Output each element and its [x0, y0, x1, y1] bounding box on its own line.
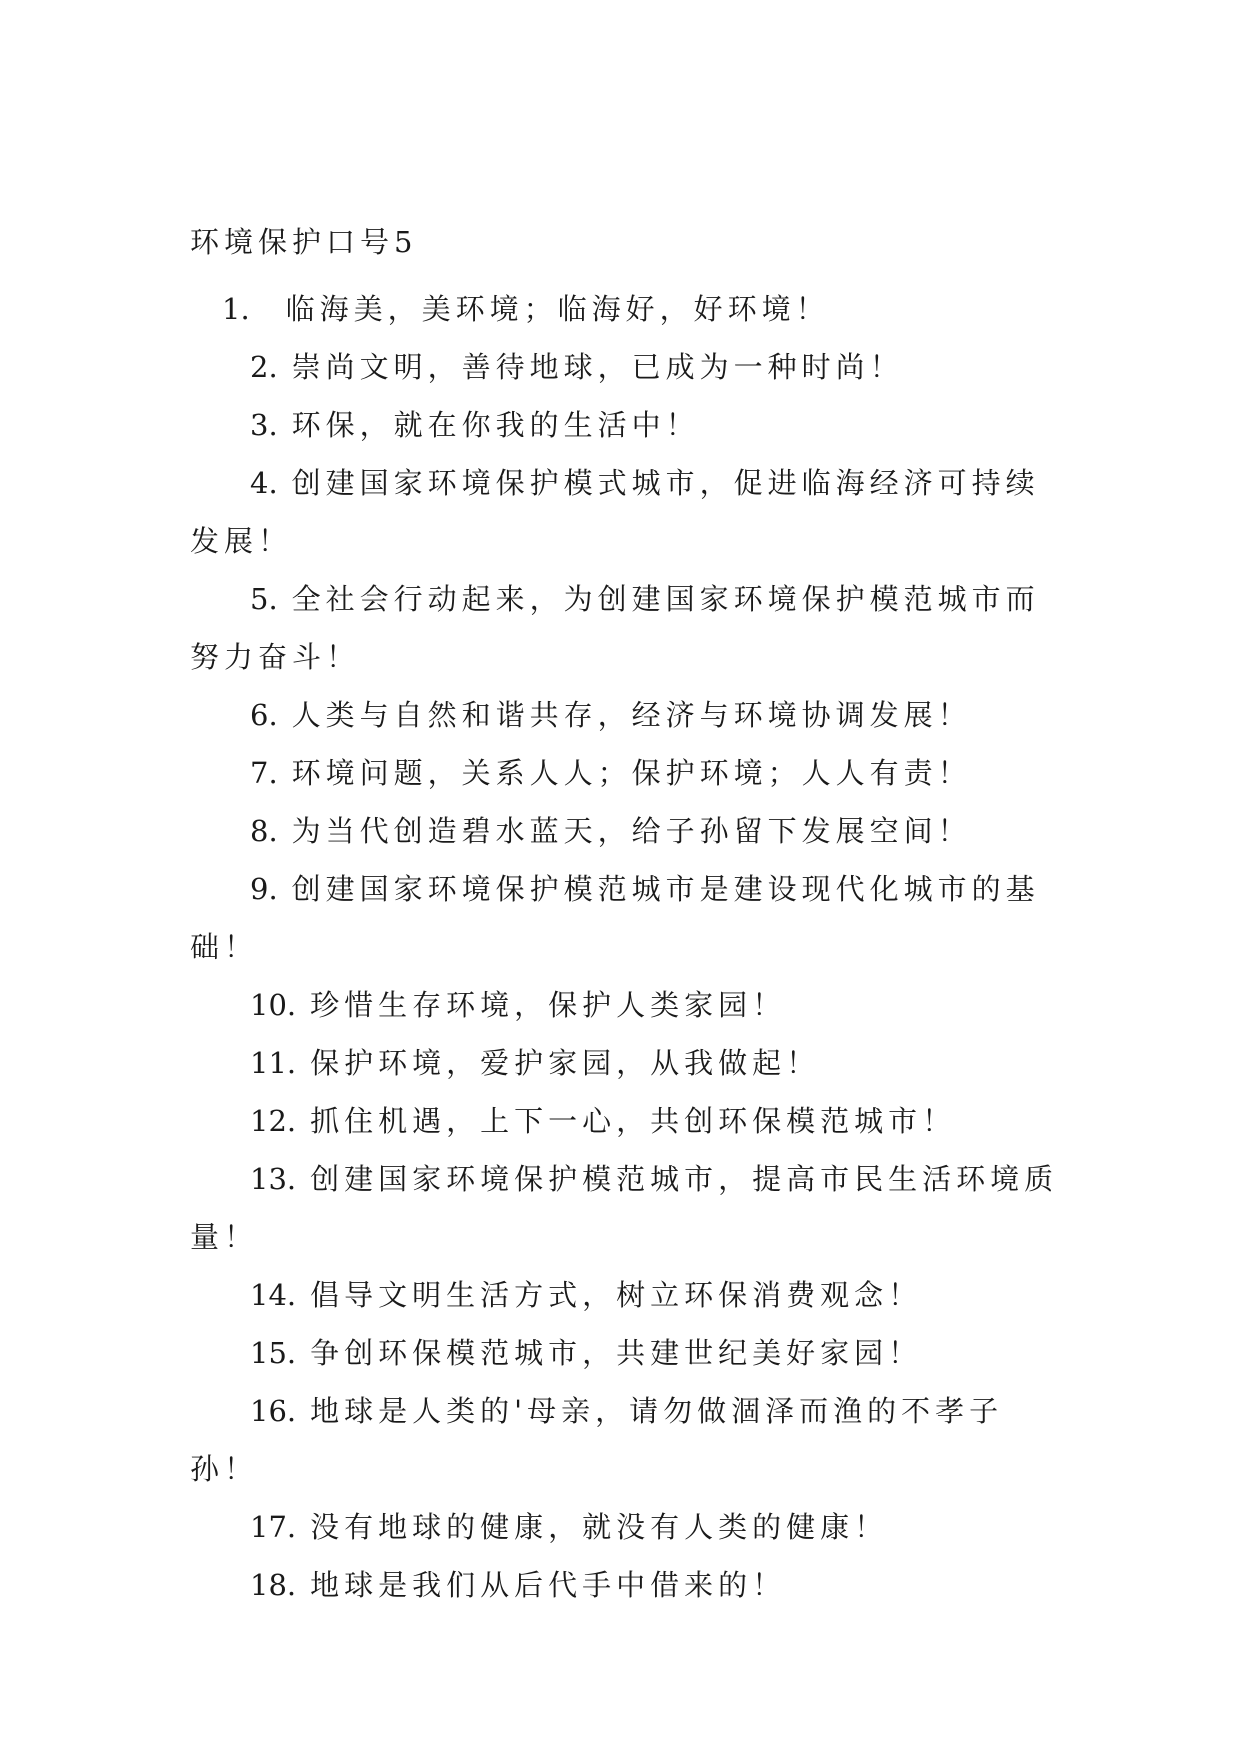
- list-item-number: 6.: [250, 698, 278, 732]
- list-item-number: 4.: [250, 466, 278, 500]
- list-item-number: 17.: [250, 1510, 297, 1544]
- list-item: [190, 802, 1070, 860]
- list-item: [190, 744, 1070, 802]
- document-title: 环境保护口号5: [190, 225, 418, 259]
- list-item: [190, 1556, 1070, 1614]
- list-item-text: 珍惜生存环境，保护人类家园！: [310, 988, 787, 1022]
- list-item-number: 18.: [250, 1568, 297, 1602]
- list-item-text: 人类与自然和谐共存，经济与环境协调发展！: [291, 698, 972, 732]
- list-item-number: 2.: [250, 350, 278, 384]
- list-item: [190, 570, 1070, 686]
- list-item-number: 7.: [250, 756, 278, 790]
- list-item-text: 地球是人类的'母亲，请勿做涸泽而渔的不孝子孙！: [190, 1394, 1004, 1486]
- list-item-text: 创建国家环境保护模式城市，促进临海经济可持续发展！: [190, 466, 1040, 558]
- list-item: [190, 396, 1070, 454]
- list-item-text: 环保，就在你我的生活中！: [291, 408, 700, 442]
- list-item-text: 为当代创造碧水蓝天，给子孙留下发展空间！: [291, 814, 972, 848]
- list-item-number: 13.: [250, 1162, 297, 1196]
- list-item-text: 倡导文明生活方式，树立环保消费观念！: [310, 1278, 923, 1312]
- list-item-text: 崇尚文明，善待地球，已成为一种时尚！: [291, 350, 904, 384]
- list-item-text: 全社会行动起来，为创建国家环境保护模范城市而努力奋斗！: [190, 582, 1040, 674]
- list-item: [190, 1034, 1070, 1092]
- list-item-text: 创建国家环境保护模范城市，提高市民生活环境质量！: [190, 1162, 1059, 1254]
- list-item-text: 没有地球的健康，就没有人类的健康！: [310, 1510, 889, 1544]
- list-item: [190, 860, 1070, 976]
- list-item-number: 5.: [250, 582, 278, 616]
- list-item: [190, 686, 1070, 744]
- list-item-text: 保护环境，爱护家园，从我做起！: [310, 1046, 821, 1080]
- list-item: [190, 1092, 1070, 1150]
- list-item: [190, 976, 1070, 1034]
- list-item-number: 14.: [250, 1278, 297, 1312]
- list-item-number: 16.: [250, 1394, 297, 1428]
- list-item: [190, 1382, 1070, 1498]
- list-item: [190, 1266, 1070, 1324]
- list-item-number: 10.: [250, 988, 297, 1022]
- list-item-text: 地球是我们从后代手中借来的！: [310, 1568, 787, 1602]
- list-item-number: 9.: [250, 872, 278, 906]
- list-item-text: 环境问题，关系人人；保护环境；人人有责！: [291, 756, 972, 790]
- list-item-number: 15.: [250, 1336, 297, 1370]
- list-item-number: 8.: [250, 814, 278, 848]
- list-item-number: 11.: [250, 1046, 297, 1080]
- list-item-text: 创建国家环境保护模范城市是建设现代化城市的基础！: [190, 872, 1040, 964]
- list-item: [190, 454, 1070, 570]
- list-item-text: 抓住机遇，上下一心，共创环保模范城市！: [310, 1104, 957, 1138]
- slogan-list: [190, 280, 1070, 1614]
- list-item: [190, 338, 1070, 396]
- list-item: [190, 1498, 1070, 1556]
- list-item: [190, 1150, 1070, 1266]
- list-item-text: 临海美，美环境；临海好，好环境！: [285, 292, 830, 326]
- list-item-number: 3.: [250, 408, 278, 442]
- list-item-text: 争创环保模范城市，共建世纪美好家园！: [310, 1336, 923, 1370]
- list-item: [190, 280, 1070, 338]
- list-item: [190, 1324, 1070, 1382]
- list-item-number: 12.: [250, 1104, 297, 1138]
- list-item-number: 1.: [222, 292, 250, 326]
